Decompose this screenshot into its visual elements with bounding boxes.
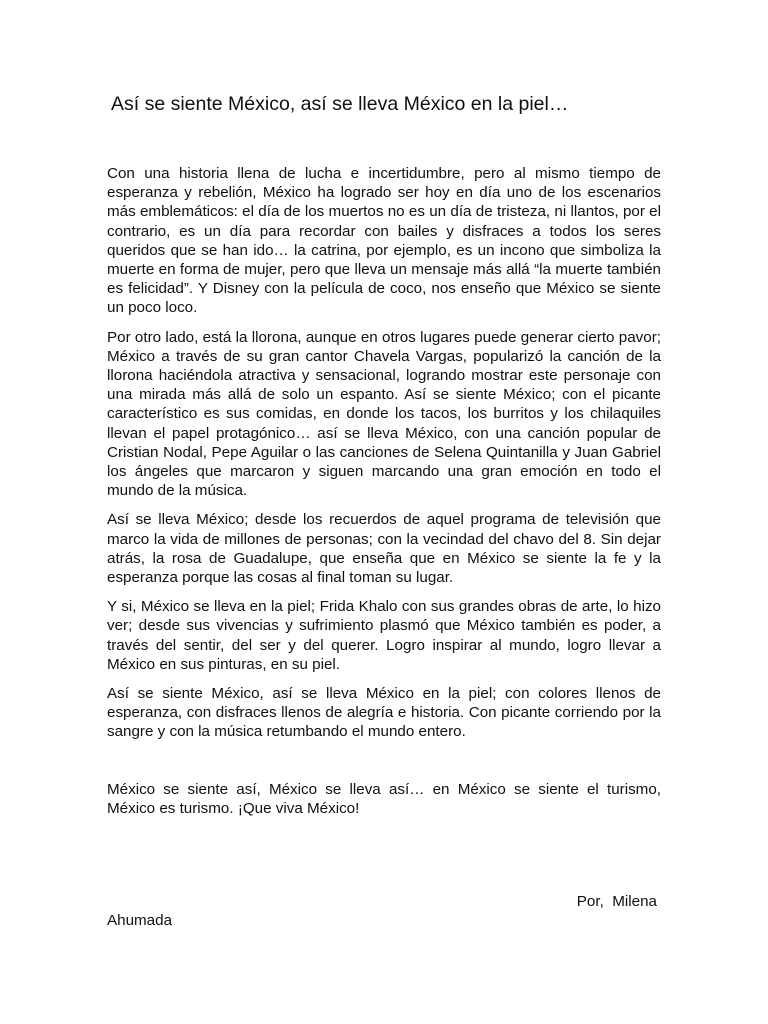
signature-surname: Ahumada: [107, 912, 173, 930]
document-body: [107, 164, 661, 828]
paragraph-2: Por otro lado, está la llorona, aunque en otros lugares puede generar cierto pavor; México a través de su gran cantor Chavela Vargas, popularizó la canción de la llorona haciéndola atractiva y sensacional, logrando mostrar este personaje con una mirada más allá de solo un espanto. Así se siente México; con el picante característico es sus comidas, en donde los tacos, los burritos y los chilaquiles llevan el papel protagónico… así se lleva México, con una canción popular de Cristian Nodal, Pepe Aguilar o las canciones de Selena Quintanilla y Juan Gabriel los ángeles que marcaron y siguen marcando una gran emoción en todo el mundo de la música.: [107, 328, 661, 500]
document-title: Así se siente México, así se lleva México en la piel…: [111, 93, 569, 115]
paragraph-closing: México se siente así, México se lleva así… en México se siente el turismo, México es turismo. ¡Que viva México!: [107, 780, 661, 817]
paragraph-5: Así se siente México, así se lleva México en la piel; con colores llenos de esperanza, con disfraces llenos de alegría e historia. Con picante corriendo por la sangre y con la música retumbando el mundo entero.: [107, 685, 661, 741]
author-signature: [107, 892, 661, 930]
paragraph-3: Así se lleva México; desde los recuerdos de aquel programa de televisión que marco la vida de millones de personas; con la vecindad del chavo del 8. Sin dejar atrás, la rosa de Guadalupe, que enseña que en México se siente la fe y la esperanza porque las cosas al final toman su lugar.: [107, 511, 661, 587]
signature-by-line: Por, Milena: [576, 893, 657, 910]
paragraph-4: Y si, México se lleva en la piel; Frida Khalo con sus grandes obras de arte, lo hizo ver; desde sus vivencias y sufrimiento plasmó que México también es poder, a través del sentir, del ser y del querer. Logro inspirar al mundo, logro llevar a México en sus pinturas, en su piel.: [107, 598, 661, 673]
paragraph-1: Con una historia llena de lucha e incertidumbre, pero al mismo tiempo de esperanza y rebelión, México ha logrado ser hoy en día uno de los escenarios más emblemáticos: el día de los muertos no es un día de tristeza, ni llantos, por el contrario, es un día para recordar con bailes y disfraces a todos los seres queridos que se han ido… la catrina, por ejemplo, es un incono que simboliza la muerte en forma de mujer, pero que lleva un mensaje más allá “la muerte también es felicidad”. Y Disney con la película de coco, nos enseño que México se siente un poco loco.: [107, 165, 661, 317]
